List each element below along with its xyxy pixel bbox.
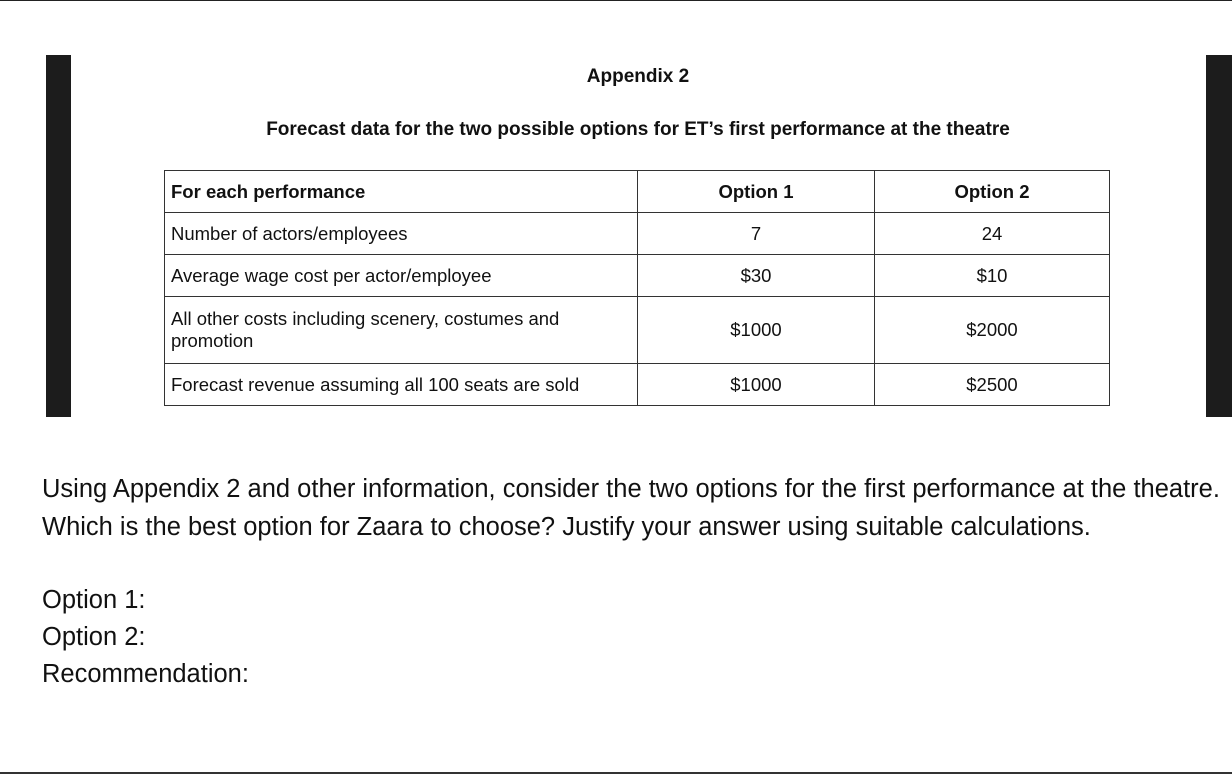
row-option-2-value: $2000 — [875, 297, 1110, 364]
forecast-table — [164, 170, 1110, 406]
appendix-subtitle: Forecast data for the two possible options for ET’s first performance at the theatre — [266, 119, 1010, 140]
row-option-1-value: $1000 — [638, 297, 875, 364]
header-option-2: Option 2 — [875, 171, 1110, 213]
row-label: All other costs including scenery, costumes and promotion — [165, 297, 638, 364]
right-margin-bar — [1206, 55, 1232, 417]
top-rule — [0, 0, 1232, 1]
answer-prompt-option-2: Option 2: — [42, 623, 146, 651]
bottom-rule — [0, 772, 1232, 774]
row-label: Number of actors/employees — [165, 213, 638, 255]
appendix-title: Appendix 2 — [586, 66, 690, 87]
table-row — [165, 213, 1110, 255]
row-option-1-value: $30 — [638, 255, 875, 297]
row-option-2-value: $2500 — [875, 364, 1110, 406]
row-option-2-value: $10 — [875, 255, 1110, 297]
left-margin-bar — [46, 55, 71, 417]
table-row — [165, 297, 1110, 364]
question-text: Using Appendix 2 and other information, consider the two options for the first performance at the theatre. Which is the best option for Zaara to choose? Justify your answer using suitable calculations. — [42, 475, 1220, 541]
row-option-2-value: 24 — [875, 213, 1110, 255]
answer-prompt-recommendation: Recommendation: — [42, 660, 249, 688]
row-label: Average wage cost per actor/employee — [165, 255, 638, 297]
table-row — [165, 364, 1110, 406]
answer-prompt-option-1: Option 1: — [42, 586, 146, 614]
header-for-each-performance: For each performance — [165, 171, 638, 213]
header-option-1: Option 1 — [638, 171, 875, 213]
row-option-1-value: 7 — [638, 213, 875, 255]
table-row — [165, 255, 1110, 297]
row-option-1-value: $1000 — [638, 364, 875, 406]
row-label: Forecast revenue assuming all 100 seats are sold — [165, 364, 638, 406]
table-header-row — [165, 171, 1110, 213]
